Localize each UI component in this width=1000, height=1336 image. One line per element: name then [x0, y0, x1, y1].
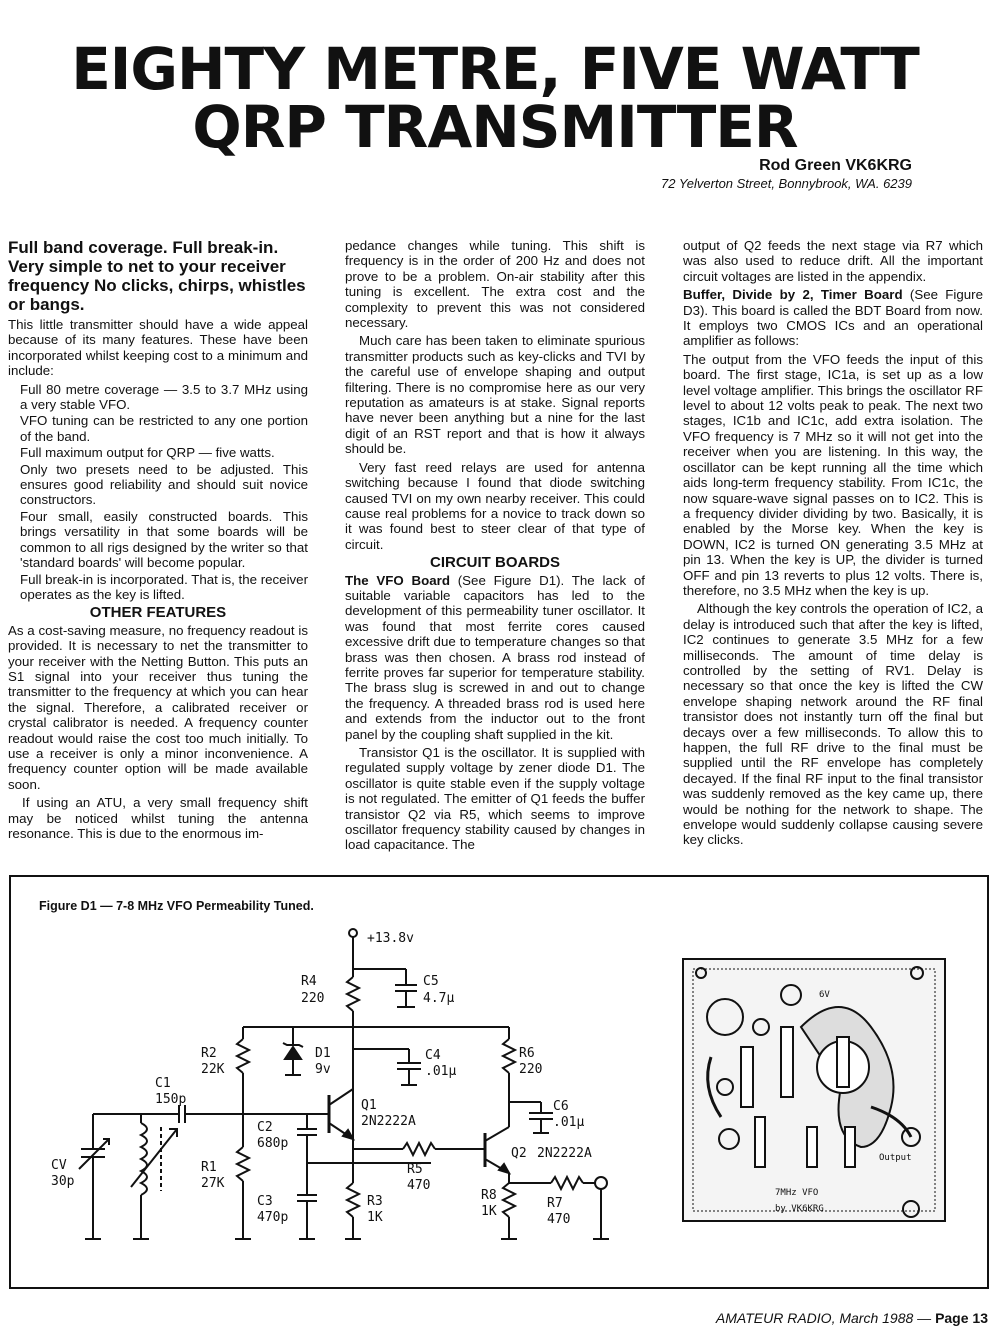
- d1-value: 9v: [315, 1062, 331, 1077]
- vfo-schematic: [11, 877, 987, 1287]
- body-paragraph: Although the key controls the operation of IC2, a delay is introduced such that after the key is lifted, IC2 continues to generate 3.5 MHz for a few milliseconds. The amount of time delay is controlled by the setting of RV1. Delay is necessary so that once the key is lifted the CW envelope shaping network around the RF final transistor does not instantly turn off the final but decays over a few milliseconds. To allow this to happen, the full RF drive to the final must be supplied until the RF envelope has completely decayed. If the final RF input to the final transistor was suddenly removed as the key came up, there would be nothing for the network to shape. The envelope would suddenly collapse causing severe key clicks.: [683, 601, 983, 848]
- c3-label: C3: [257, 1194, 273, 1209]
- circuit-boards-heading: CIRCUIT BOARDS: [430, 554, 560, 572]
- author-address: 72 Yelverton Street, Bonnybrook, WA. 6239: [660, 176, 912, 191]
- column-2: [345, 238, 645, 866]
- feature-item: Four small, easily constructed boards. This brings versatility in that some boards will be common to all rigs designed by the writer so that 'standard boards' will become popular.: [20, 508, 308, 571]
- column-3: [683, 238, 983, 866]
- r7-resistor: [551, 1177, 583, 1189]
- pcb-author-label: by VK6KRG: [775, 1204, 824, 1214]
- body-paragraph: Very fast reed relays are used for antenna switching because I found that diode switching caused TVI on my own nearby receiver. This could cause real problems for a novice to track down so it was found best to steer clear of that type of circuit.: [345, 459, 645, 552]
- c1-label: C1: [155, 1076, 171, 1091]
- body-paragraph: Much care has been taken to eliminate spurious transmitter products such as key-clicks and TVI by the careful use of envelope shaping and output filtering. There is no compromise here as our very reputation as amateurs is at stake. Signal reports have never been anything but a nine for the last digit of an RST report and that is how it always should be.: [345, 333, 645, 457]
- c6-label: C6: [553, 1099, 569, 1114]
- r7-value: 470: [547, 1212, 571, 1227]
- body-paragraph: If using an ATU, a very small frequency shift may be noticed whilst tuning the antenna resonance. This is due to the enormous im-: [8, 795, 308, 841]
- c4-value: .01µ: [425, 1064, 457, 1079]
- c5-label: C5: [423, 974, 439, 989]
- title-line-2: QRP TRANSMITTER: [192, 93, 798, 161]
- title-line-1: EIGHTY METRE, FIVE WATT: [71, 35, 919, 103]
- r5-label: R5: [407, 1162, 423, 1177]
- body-paragraph: The output from the VFO feeds the input of this board. The first stage, IC1a, is set up as a low level voltage amplifier. This brings the oscillator RF level to about 12 volts peak to peak. The next two stages, IC1b and IC1c, add extra isolation. The VFO frequency is 7 MHz so it will not get into the receiver when you are listening. In this way, the oscillator can be kept running all the time which aids long-term frequency stability. From IC1c, the now square-wave signal passes on to IC2. This is a frequency divider dividing by two. Basically, it is enabled by the Morse key. When the key is DOWN, IC2 is turned ON generating 3.5 MHz at pin 13. When the key is UP, the divider is turned OFF and pin 13 reverts to plus 12 volts. There is, therefore, no 3.5 MHz when the key is up.: [683, 351, 983, 598]
- cv-value: 30p: [51, 1174, 75, 1189]
- page-number: Page 13: [935, 1310, 988, 1326]
- r5-resistor: [403, 1143, 435, 1155]
- q2-label: Q2: [511, 1146, 527, 1161]
- body-paragraph: As a cost-saving measure, no frequency readout is provided. It is necessary to net the transmitter to your receiver with the Netting Button. This puts an S1 signal into your receiver thus tuning the transmitter to the frequency at which you can hear the signal. Therefore, a calibrated receiver or crystal calibrator is needed. A frequency counter readout would raise the cost too much initially. To use a receiver is only a minor inconvenience. A frequency counter option will be made available soon.: [8, 622, 308, 792]
- feature-item: Full 80 metre coverage — 3.5 to 3.7 MHz using a very stable VFO.: [20, 381, 308, 413]
- output-terminal: [595, 1177, 607, 1189]
- feature-list: [8, 382, 308, 603]
- other-features-heading: OTHER FEATURES: [89, 604, 227, 622]
- c5-value: 4.7µ: [423, 991, 455, 1006]
- feature-item: Full maximum output for QRP — five watts.: [20, 445, 275, 461]
- r6-value: 220: [519, 1062, 543, 1077]
- q1-label: Q1: [361, 1098, 377, 1113]
- column-1: [8, 238, 308, 866]
- r4-resistor: [347, 977, 359, 1011]
- r6-resistor: [503, 1039, 515, 1073]
- vfo-board-heading: The VFO Board: [345, 572, 450, 588]
- r1-label: R1: [201, 1160, 217, 1175]
- r5-value: 470: [407, 1178, 431, 1193]
- r2-resistor: [237, 1039, 249, 1073]
- supply-terminal: [349, 929, 357, 937]
- r2-value: 22K: [201, 1062, 225, 1077]
- vfo-board-paragraph: [345, 573, 645, 742]
- feature-item: Full break-in is incorporated. That is, the receiver operates as the key is lifted.: [20, 571, 308, 602]
- figure-caption: Figure D1 — 7-8 MHz VFO Permeability Tuned.: [39, 899, 314, 913]
- r4-value: 220: [301, 991, 325, 1006]
- r6-label: R6: [519, 1046, 535, 1061]
- c1-value: 150p: [155, 1092, 187, 1107]
- body-paragraph: pedance changes while tuning. This shift is frequency is in the order of 200 Hz and does not prove to be a problem. On-air stability after this tuning is excellent. The extra cost and the complexity to prevent this was not considered necessary.: [345, 238, 645, 331]
- c3-value: 470p: [257, 1210, 289, 1225]
- q2-value: 2N2222A: [537, 1146, 592, 1161]
- d1-label: D1: [315, 1046, 331, 1061]
- issue-date: , March 1988 —: [831, 1310, 936, 1326]
- supply-label: +13.8v: [367, 931, 414, 946]
- bdt-board-heading: Buffer, Divide by 2, Timer Board: [683, 287, 903, 303]
- feature-item: VFO tuning can be restricted to any one portion of the band.: [20, 413, 308, 444]
- page-footer: [716, 1310, 988, 1326]
- author-name: Rod Green VK6KRG: [759, 157, 912, 174]
- bdt-board-text: (See Figure D3). This board is called the BDT Board from now. It employs two CMOS ICs and an operational amplifier as follows:: [683, 287, 983, 349]
- lead-paragraph: Full band coverage. Full break-in. Very simple to net to your receiver frequency No clicks, chirps, whistles or bangs.: [8, 238, 306, 314]
- pcb-voltage-label: 6V: [819, 990, 830, 1000]
- r3-label: R3: [367, 1194, 383, 1209]
- pcb-title-label: 7MHz VFO: [775, 1188, 819, 1198]
- c4-label: C4: [425, 1048, 441, 1063]
- pcb-output-label: Output: [879, 1153, 912, 1163]
- r1-resistor: [237, 1147, 249, 1181]
- r8-value: 1K: [481, 1204, 497, 1219]
- r4-label: R4: [301, 974, 317, 989]
- r8-label: R8: [481, 1188, 497, 1203]
- r3-value: 1K: [367, 1210, 383, 1225]
- bdt-board-paragraph: [683, 287, 983, 349]
- tuning-inductor: [141, 1123, 147, 1195]
- figure-d1: [9, 875, 989, 1289]
- c6-value: .01µ: [553, 1115, 585, 1130]
- article-title: [40, 35, 950, 161]
- intro-paragraph: This little transmitter should have a wide appeal because of its many features. These have been incorporated whilst keeping cost to a minimum and include:: [8, 317, 308, 379]
- magazine-name: AMATEUR RADIO: [715, 1310, 832, 1326]
- c2-label: C2: [257, 1120, 273, 1135]
- r3-resistor: [347, 1183, 359, 1217]
- d1-zener: [285, 1047, 301, 1059]
- c2-value: 680p: [257, 1136, 289, 1151]
- body-paragraph: output of Q2 feeds the next stage via R7 which was also used to reduce drift. All the important circuit voltages are listed in the appendix.: [683, 238, 983, 284]
- r2-label: R2: [201, 1046, 217, 1061]
- q1-value: 2N2222A: [361, 1114, 416, 1129]
- r1-value: 27K: [201, 1176, 225, 1191]
- feature-item: Only two presets need to be adjusted. This ensures good reliability and should suit novice constructors.: [20, 461, 308, 508]
- cv-label: CV: [51, 1158, 67, 1173]
- body-paragraph: Transistor Q1 is the oscillator. It is supplied with regulated supply voltage by zener diode D1. The oscillator is quite stable even if the supply voltage is not regulated. The emitter of Q1 feeds the buffer transistor Q2 via R5, which seems to improve oscillator frequency stability caused by changes in load capacitance. The: [345, 745, 645, 853]
- vfo-board-text: (See Figure D1). The lack of suitable variable capacitors has led to the development of this permeability tuner oscillator. It was found that most ferrite cores caused excessive drift due to temperature changes so that brass was then chosen. A brass rod instead of ferrite proves far superior for temperature stability. The brass slug is screwed in and out to change the frequency. A threaded brass rod is used here and extends from the inductor out to the front panel by the coupling shaft supplied in the kit.: [345, 572, 645, 742]
- r7-label: R7: [547, 1196, 563, 1211]
- r8-resistor: [503, 1183, 515, 1217]
